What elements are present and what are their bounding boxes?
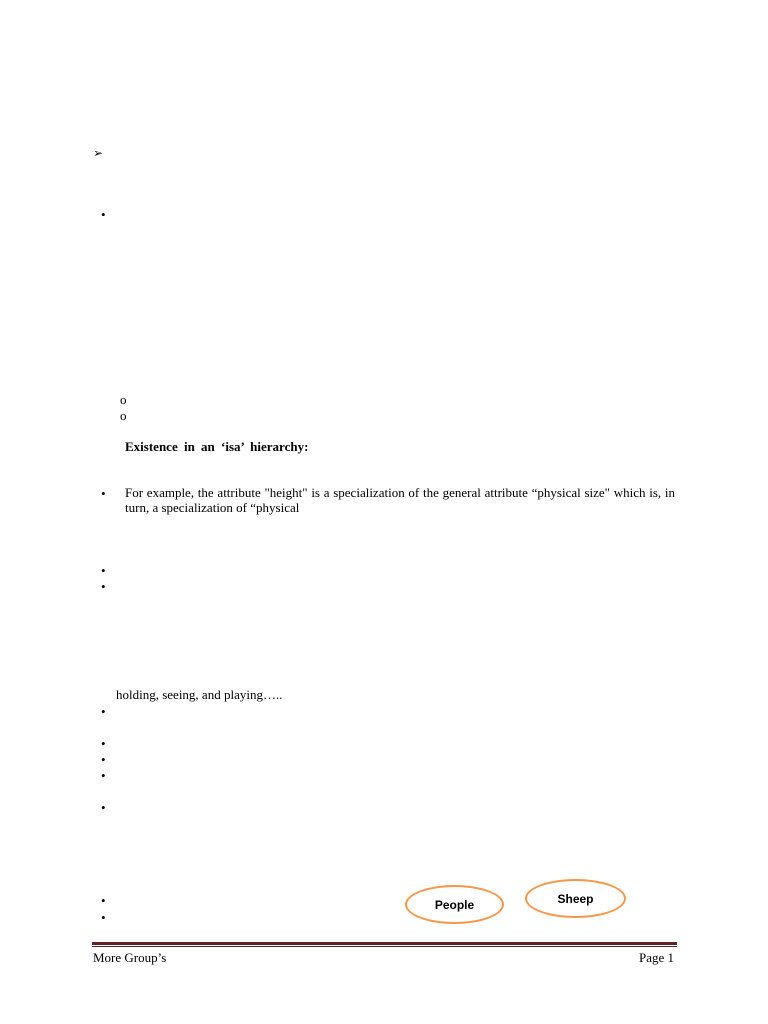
sub-bullet-icon: o xyxy=(120,408,127,423)
bullet-icon: • xyxy=(101,910,106,925)
bullet-icon: • xyxy=(101,893,106,908)
diagram-node-people-label: People xyxy=(434,897,475,912)
footer-page-number: Page 1 xyxy=(638,950,674,965)
bullet-icon: • xyxy=(101,579,106,594)
bullet-icon: • xyxy=(101,704,106,719)
verbs-line: holding, seeing, and playing….. xyxy=(116,687,283,702)
bullet-icon: • xyxy=(101,207,106,222)
diagram-node-sheep-label: Sheep xyxy=(557,891,594,906)
bullet-icon: • xyxy=(101,768,106,783)
bullet-icon: • xyxy=(101,486,106,501)
diagram-node-sheep xyxy=(525,879,626,918)
footer-left-label: More Group’s xyxy=(93,950,167,965)
footer-rule-thin xyxy=(92,946,677,947)
bullet-icon: • xyxy=(101,563,106,578)
bullet-icon: • xyxy=(101,800,106,815)
bullet-icon: • xyxy=(101,736,106,751)
example-paragraph: For example, the attribute "height" is a specialization of the general attribute “physical size" which is, in turn, a specialization of “physical xyxy=(125,485,675,515)
sub-bullet-icon: o xyxy=(120,392,127,407)
arrow-bullet-icon: ➢ xyxy=(93,146,104,160)
diagram-node-people xyxy=(405,885,504,924)
footer-rule-thick xyxy=(92,942,677,945)
bullet-icon: • xyxy=(101,752,106,767)
isa-hierarchy-heading: Existence in an ‘isa’ hierarchy: xyxy=(125,439,309,454)
